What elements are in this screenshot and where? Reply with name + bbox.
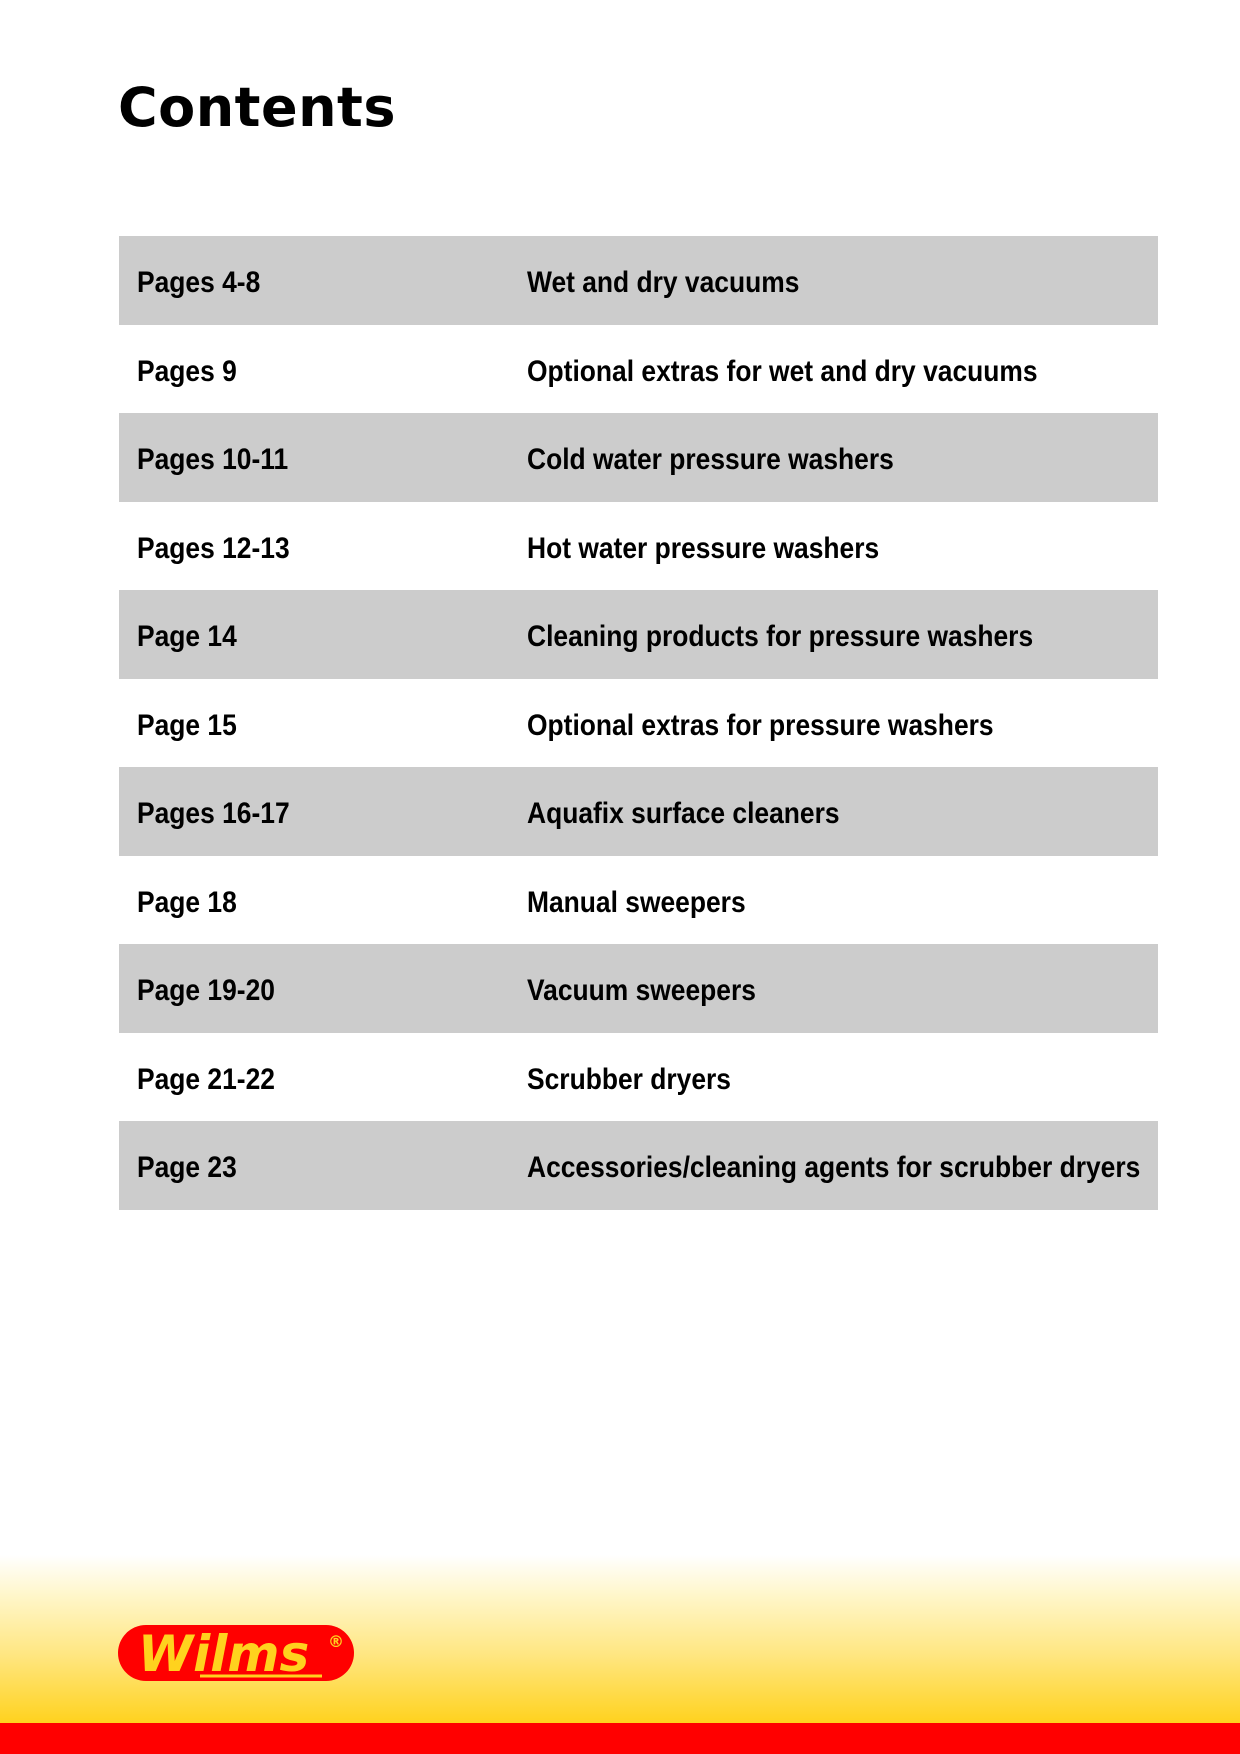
toc-page-range: Page 18 — [137, 885, 237, 919]
toc-row — [119, 1033, 1158, 1122]
toc-row — [119, 767, 1158, 856]
toc-row — [119, 856, 1158, 945]
toc-page-range: Page 15 — [137, 708, 237, 742]
toc-row — [119, 1121, 1158, 1210]
toc-page-range: Pages 10-11 — [137, 443, 289, 476]
toc-page-range: Page 14 — [137, 620, 237, 653]
toc-topic: Scrubber dryers — [527, 1062, 731, 1096]
toc-page-range: Pages 12-13 — [137, 531, 290, 565]
footer-red-bar — [0, 1723, 1240, 1754]
registered-mark: ® — [328, 1632, 344, 1651]
toc-row — [119, 413, 1158, 502]
logo-wordmark: Wilms — [138, 1625, 310, 1681]
toc-row — [119, 325, 1158, 414]
toc-row — [119, 236, 1158, 325]
page-title: Contents — [118, 76, 397, 139]
toc-page-range: Pages 9 — [137, 354, 237, 388]
toc-row — [119, 944, 1158, 1033]
toc-topic: Aquafix surface cleaners — [527, 797, 840, 830]
toc-topic: Accessories/cleaning agents for scrubber dryers — [527, 1151, 1141, 1184]
toc-page-range: Page 21-22 — [137, 1062, 275, 1096]
toc-topic: Manual sweepers — [527, 885, 746, 919]
wilms-logo — [118, 1625, 354, 1681]
toc-topic: Optional extras for pressure washers — [527, 708, 994, 742]
toc-page-range: Pages 4-8 — [137, 266, 261, 299]
toc-topic: Cold water pressure washers — [527, 443, 894, 476]
toc-topic: Hot water pressure washers — [527, 531, 880, 565]
toc-row — [119, 590, 1158, 679]
toc-topic: Wet and dry vacuums — [527, 266, 800, 299]
contents-table — [119, 236, 1158, 1210]
toc-topic: Vacuum sweepers — [527, 974, 756, 1007]
toc-page-range: Page 19-20 — [137, 974, 275, 1007]
toc-topic: Optional extras for wet and dry vacuums — [527, 354, 1038, 388]
toc-row — [119, 502, 1158, 591]
toc-row — [119, 679, 1158, 768]
toc-page-range: Pages 16-17 — [137, 797, 290, 830]
toc-page-range: Page 23 — [137, 1151, 237, 1184]
toc-topic: Cleaning products for pressure washers — [527, 620, 1034, 653]
